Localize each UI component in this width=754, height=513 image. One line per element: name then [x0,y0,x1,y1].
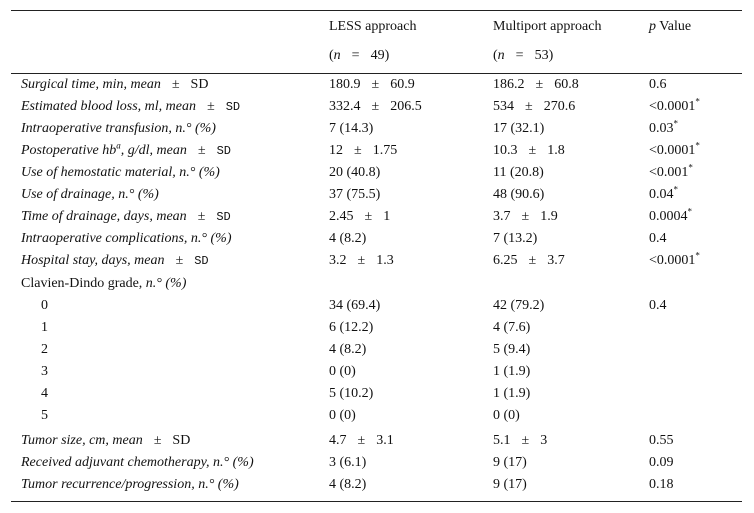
multi-value: 48 (90.6) [493,187,545,202]
p-value: <0.0001* [649,96,700,114]
table-row [11,474,742,496]
p-value: 0.4 [649,231,667,246]
multi-value: 3.7 ± 1.9 [493,209,558,224]
less-value: 0 (0) [329,408,356,423]
p-value: 0.18 [649,477,674,492]
header-less-approach: LESS approach [329,19,417,34]
multi-value: 4 (7.6) [493,320,531,335]
table-row [11,228,742,250]
p-value: 0.0004* [649,206,692,224]
table-row [11,361,742,383]
results-table [11,0,742,513]
header-multiport-n: (n = 53) [493,48,554,63]
less-value: 12 ± 1.75 [329,143,398,158]
multi-value: 9 (17) [493,455,527,470]
row-label: Intraoperative complications, n.° (%) [21,231,232,246]
p-value: 0.04* [649,184,678,202]
less-value: 4 (8.2) [329,231,367,246]
table-bottom-rule [11,501,742,502]
row-label: Estimated blood loss, ml, mean ± SD [21,99,241,114]
row-label: Clavien-Dindo grade, n.° (%) [21,276,187,291]
less-value: 7 (14.3) [329,121,374,136]
row-label: Received adjuvant chemotherapy, n.° (%) [21,455,254,470]
multi-value: 9 (17) [493,477,527,492]
p-value: <0.0001* [649,140,700,158]
multi-value: 6.25 ± 3.7 [493,253,565,268]
header-p-symbol: p [649,19,656,34]
p-value: 0.55 [649,433,674,448]
p-value: 0.09 [649,455,674,470]
grade-label: 3 [41,364,48,379]
row-label: Tumor recurrence/progression, n.° (%) [21,477,239,492]
grade-label: 0 [41,298,48,313]
table-row [11,339,742,361]
grade-label: 2 [41,342,48,357]
table-row [11,295,742,317]
less-value: 34 (69.4) [329,298,381,313]
table-top-rule [11,10,742,11]
row-label: Time of drainage, days, mean ± SD [21,209,231,224]
table-row [11,206,742,228]
less-n-value: 49 [370,48,385,63]
grade-label: 5 [41,408,48,423]
table-row [11,405,742,427]
table-row [11,184,742,206]
row-label: Surgical time, min, mean ± SD [21,77,209,92]
table-row [11,383,742,405]
row-label: Use of drainage, n.° (%) [21,187,159,202]
table-row [11,162,742,184]
row-label: Use of hemostatic material, n.° (%) [21,165,220,180]
less-value: 6 (12.2) [329,320,374,335]
multi-value: 186.2 ± 60.8 [493,77,579,92]
less-value: 3.2 ± 1.3 [329,253,394,268]
table-row [11,273,742,295]
multi-value: 1 (1.9) [493,364,531,379]
table-row [11,430,742,452]
less-value: 5 (10.2) [329,386,374,401]
multi-value: 10.3 ± 1.8 [493,143,565,158]
less-value: 180.9 ± 60.9 [329,77,415,92]
less-n-symbol: n [333,48,341,63]
table-row [11,317,742,339]
table-row [11,250,742,272]
row-label: Postoperative $hb^a$, g/dl, mean ± SD [21,140,231,158]
header-p-value [649,18,691,36]
less-value: 4.7 ± 3.1 [329,433,394,448]
header-multiport-approach: Multiport approach [493,19,602,34]
multi-value: 0 (0) [493,408,520,423]
less-value: 4 (8.2) [329,342,367,357]
multi-value: 17 (32.1) [493,121,545,136]
multi-value: 1 (1.9) [493,386,531,401]
grade-label: 4 [41,386,48,401]
table-row [11,452,742,474]
p-value: 0.4 [649,298,667,313]
multi-value: 5 (9.4) [493,342,531,357]
header-less-n: (n = 49) [329,48,390,63]
less-value: 0 (0) [329,364,356,379]
row-label: Tumor size, cm, mean ± SD [21,433,191,448]
multi-value: 5.1 ± 3 [493,433,548,448]
header-p-rest: Value [656,19,692,34]
row-label: Hospital stay, days, mean ± SD [21,253,209,268]
less-value: 20 (40.8) [329,165,381,180]
multi-value: 7 (13.2) [493,231,538,246]
multi-n-symbol: n [497,48,505,63]
table-row [11,74,742,96]
less-value: 3 (6.1) [329,455,367,470]
table-row [11,118,742,140]
less-value: 2.45 ± 1 [329,209,391,224]
less-value: 332.4 ± 206.5 [329,99,422,114]
p-value: <0.001* [649,162,693,180]
less-value: 37 (75.5) [329,187,381,202]
multi-value: 534 ± 270.6 [493,99,576,114]
multi-value: 11 (20.8) [493,165,544,180]
multi-value: 42 (79.2) [493,298,545,313]
grade-label: 1 [41,320,48,335]
p-value: 0.6 [649,77,667,92]
less-value: 4 (8.2) [329,477,367,492]
table-row [11,96,742,118]
p-value: 0.03* [649,118,678,136]
row-label: Intraoperative transfusion, n.° (%) [21,121,216,136]
multi-n-value: 53 [534,48,549,63]
p-value: <0.0001* [649,250,700,268]
table-row [11,140,742,162]
